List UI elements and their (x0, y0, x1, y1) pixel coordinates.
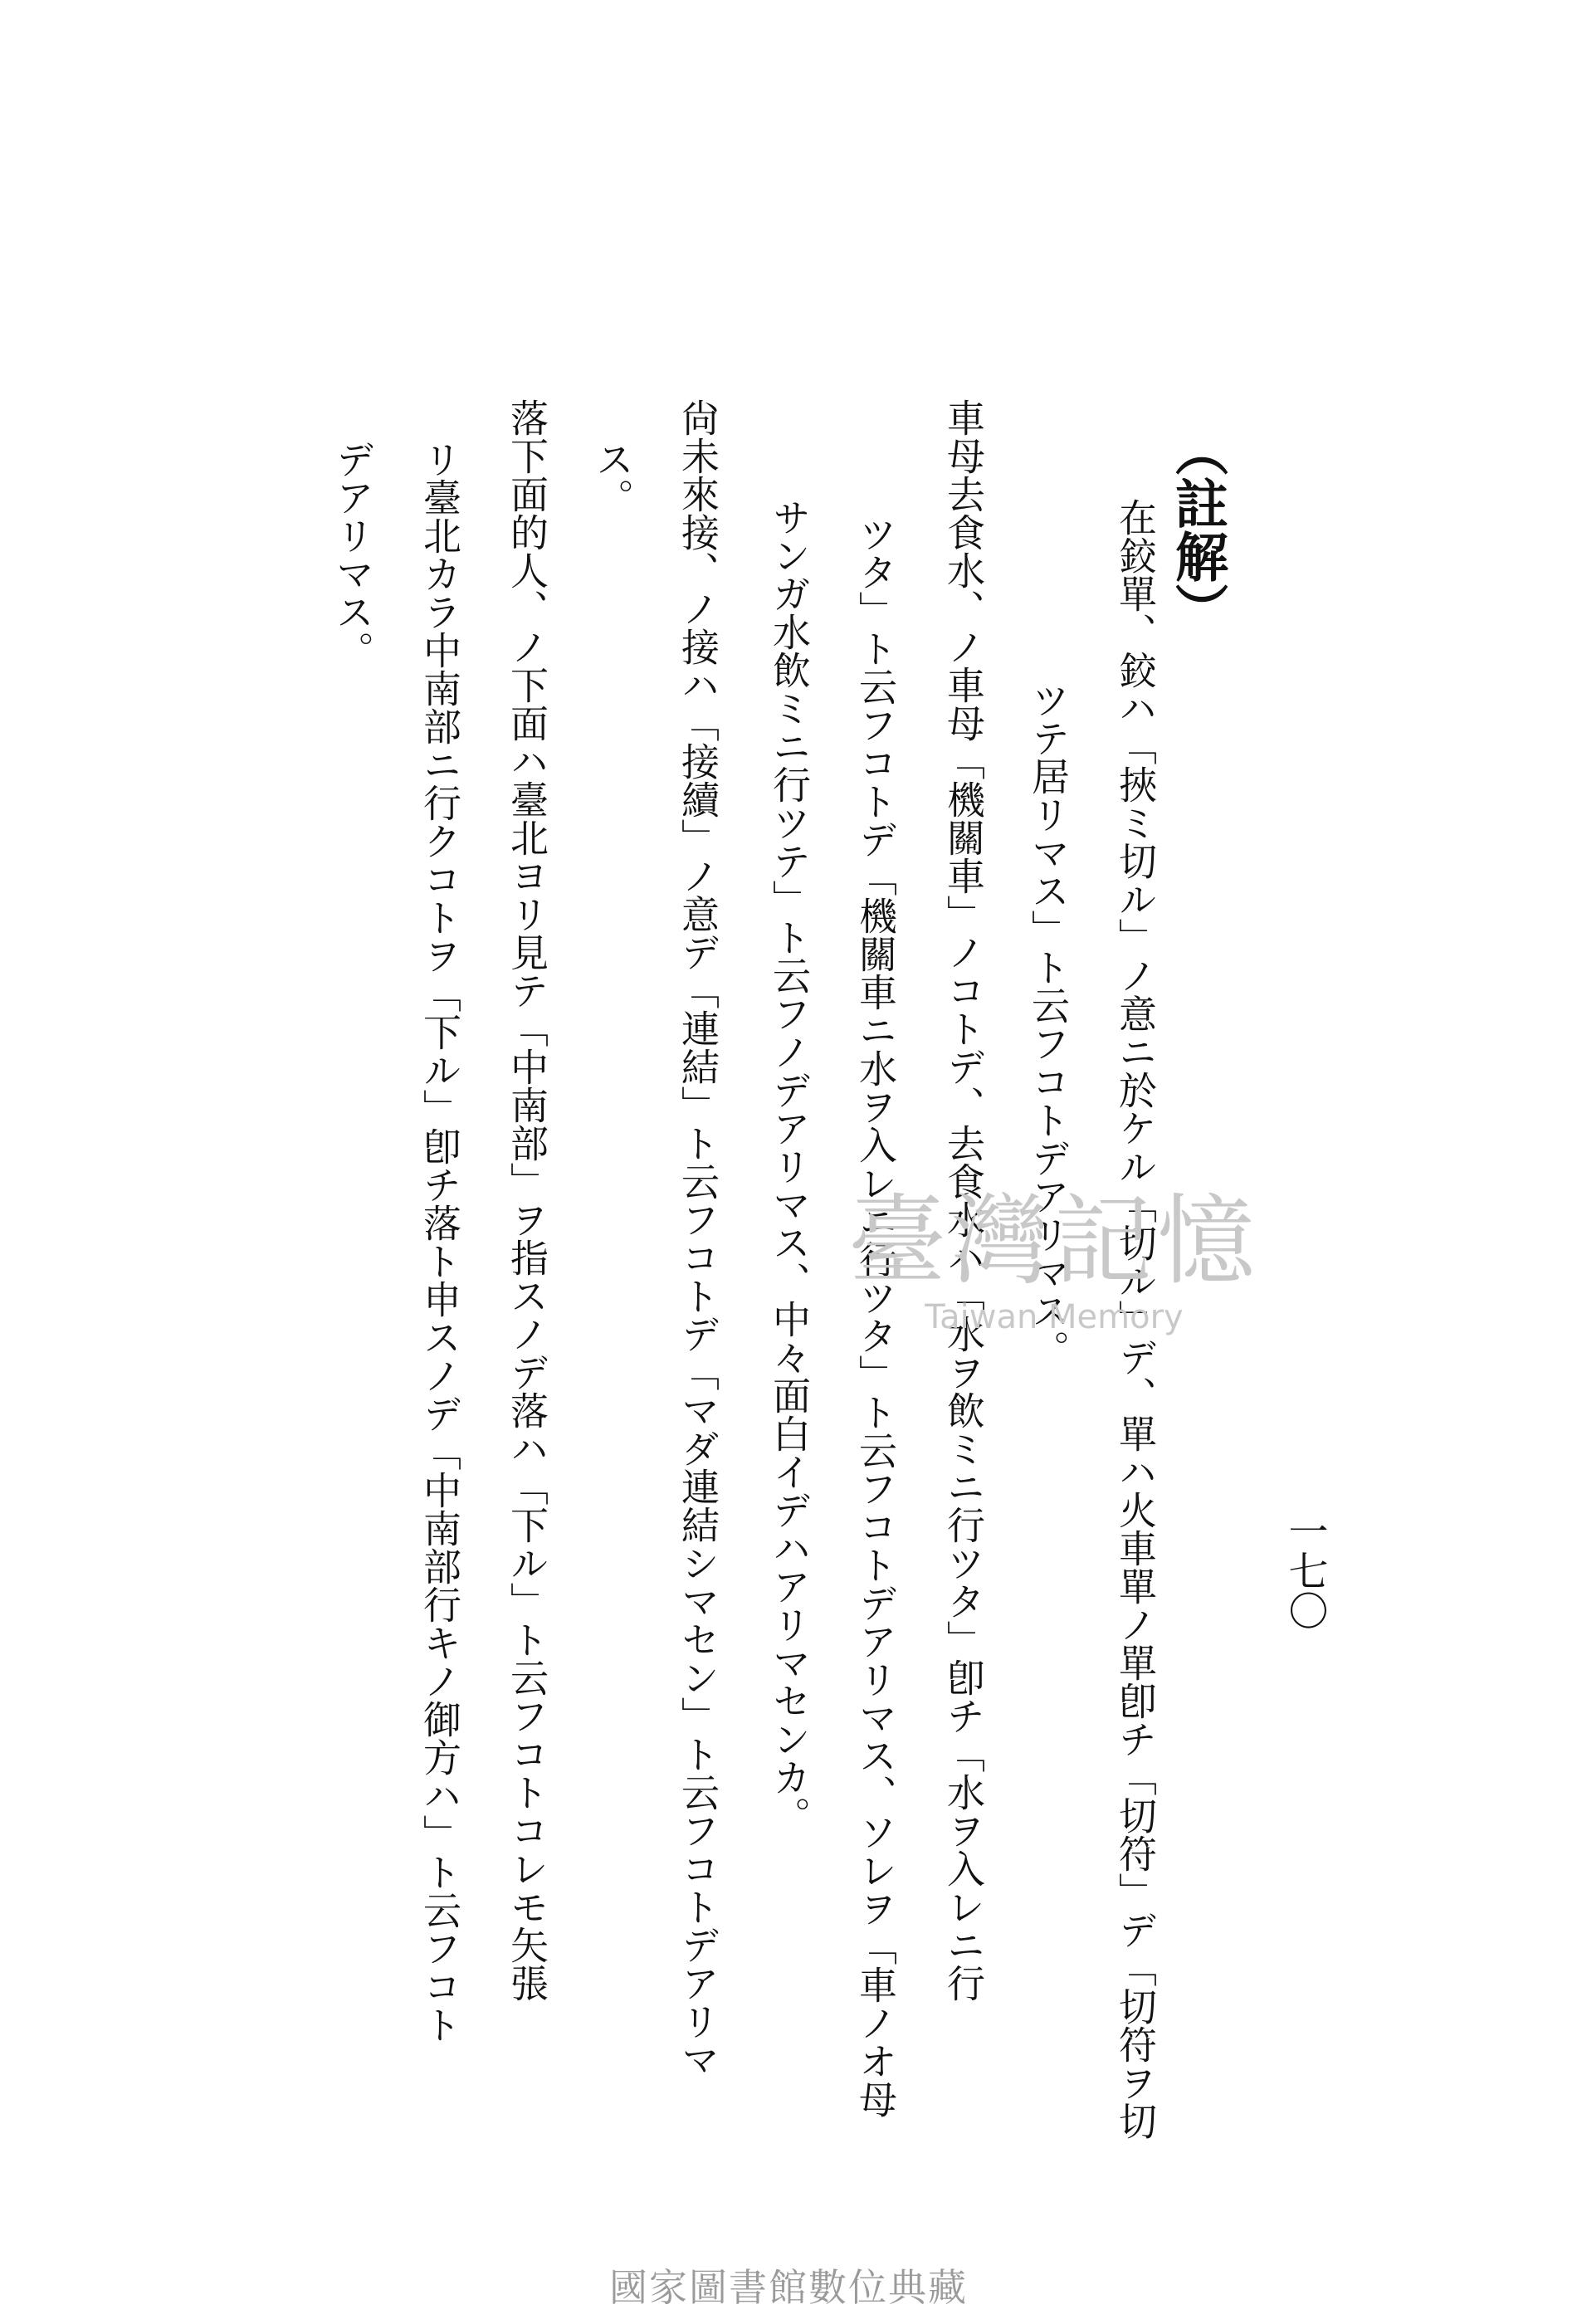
watermark (797, 1162, 1311, 1336)
column-text: ツタ」ト云フコトデ「機關車ニ水ヲ入レニ行ツタ」ト云フコトデアリマス、ソレヲ「車ノオ母 (853, 515, 898, 2118)
watermark-english: Taiwan Memory (925, 1298, 1184, 1336)
column-text: ス。 (590, 440, 635, 516)
text-column-8 (505, 398, 549, 2002)
page-number: 一七〇 (1282, 1511, 1328, 1630)
watermark-chinese: 臺灣記憶 (847, 1184, 1260, 1298)
column-text: 在鉸單、鉸ハ「挾ミ切ル」ノ意ニ於ケル「切ル」デ、單ハ火車單ノ單卽チ「切符」デ「切符ヲ切 (1113, 498, 1158, 2140)
column-text: 落下面的人、ノ下面ハ臺北ヨリ見テ「中南部」ヲ指スノデ落ハ「下ル」ト云フコトコレモ矢張 (505, 398, 549, 2002)
text-column-9 (417, 440, 462, 2043)
text-column-10 (330, 440, 375, 669)
column-text: リ臺北カラ中南部ニ行クコトヲ「下ル」卽チ落ト申スノデ「中南部行キノ御方ハ」ト云フコト (417, 440, 462, 2043)
column-text: デアリマス。 (330, 440, 375, 669)
text-column-6 (676, 398, 720, 2078)
column-text: 尙未來接、ノ接ハ「接續」ノ意デ「連結」ト云フコトデ「マダ連結シマセン」ト云フコトデアリマ (676, 398, 720, 2078)
column-text: サンガ水飲ミニ行ツテ」ト云フノデアリマス、中々面白イデハアリマセンカ。 (767, 498, 812, 1834)
column-text: 車母去食水、ノ車母「機關車」ノコトデ、去食水ハ「水ヲ飲ミニ行ツタ」卽チ「水ヲ入レニ行 (941, 398, 986, 2002)
footer-label: 國家圖書館數位典藏 (609, 2265, 968, 2310)
text-column-7 (590, 440, 635, 516)
column-text: ツテ居リマス」ト云フコトデアリマス。 (1026, 681, 1071, 1368)
heading: （註解） (1166, 423, 1228, 636)
